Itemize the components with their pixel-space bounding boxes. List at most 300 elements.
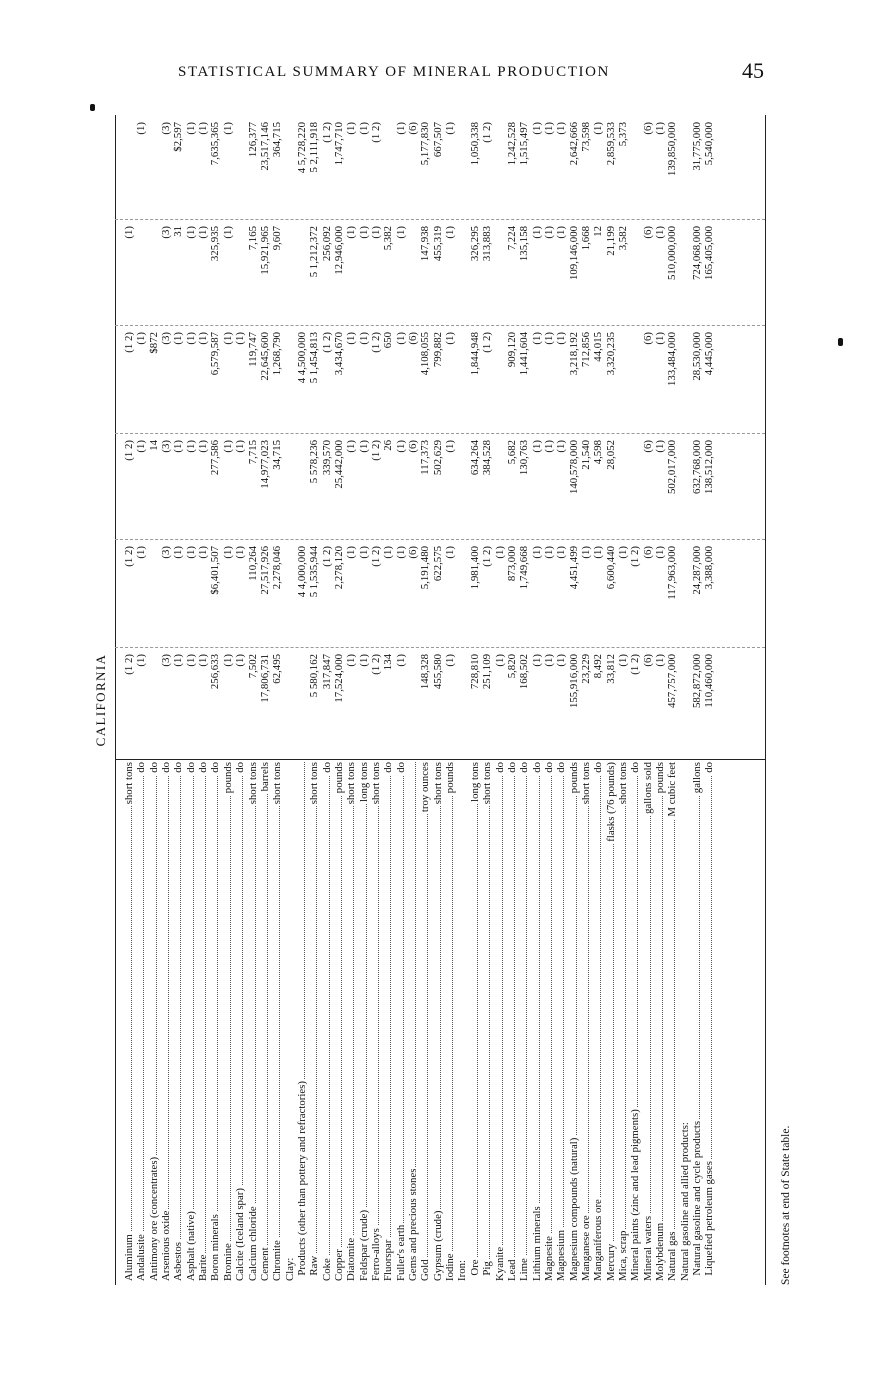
value-cell: 667,507 — [431, 122, 444, 158]
row-label — [691, 762, 703, 1281]
row-label-text: Pig — [481, 1261, 494, 1281]
row-label-text: Products (other than pottery and refractories) — [295, 1081, 308, 1281]
value-cell: 21,540 — [579, 440, 592, 470]
row-label-text: Fuller's earth — [394, 1224, 407, 1281]
row-label — [592, 762, 604, 1281]
row-label — [271, 762, 283, 1281]
value-cell: (1) — [184, 226, 197, 239]
value-cell: 325,935 — [209, 226, 222, 262]
row-label-text: Feldspar (crude) — [357, 1209, 370, 1281]
value-cell: (1 2) — [629, 654, 642, 675]
leader-dots — [427, 762, 428, 1281]
row-label — [358, 762, 370, 1281]
value-cell: (1) — [493, 654, 506, 667]
row-label — [642, 762, 654, 1281]
row-label-text: Lithium minerals — [530, 1206, 543, 1281]
value-cell: (1) — [579, 546, 592, 559]
value-cell: (1) — [394, 226, 407, 239]
row-label — [160, 762, 172, 1281]
value-cell: 6,579,587 — [209, 332, 222, 376]
value-cell: (1) — [357, 122, 370, 135]
leader-dots — [193, 762, 194, 1281]
row-unit: do — [629, 762, 642, 773]
value-cell: 256,633 — [209, 654, 222, 690]
row-label — [605, 762, 617, 1281]
row-unit: do — [555, 762, 568, 773]
row-label — [308, 762, 320, 1281]
value-cell: 364,715 — [271, 122, 284, 158]
leader-dots — [341, 762, 342, 1281]
running-title: STATISTICAL SUMMARY OF MINERAL PRODUCTION — [178, 64, 610, 80]
value-cell: 28,052 — [604, 440, 617, 470]
value-cell: 313,883 — [481, 226, 494, 262]
row-label-text: Asphalt (native) — [184, 1211, 197, 1281]
row-label — [703, 762, 715, 1281]
row-label-text: Manganese ore — [579, 1215, 592, 1281]
table-row — [543, 115, 555, 1285]
value-cell: 148,328 — [419, 654, 432, 690]
row-unit: do — [135, 762, 148, 773]
row-unit: do — [493, 762, 506, 773]
value-cell: (1) — [592, 546, 605, 559]
row-label-text: Mica, scrap — [617, 1230, 629, 1281]
value-cell: 2,278,120 — [332, 546, 345, 590]
value-cell: (1) — [172, 440, 185, 453]
value-cell: 7,502 — [246, 654, 259, 679]
value-cell: 25,442,000 — [332, 440, 345, 489]
leader-dots — [279, 762, 280, 1281]
value-cell: (1) — [654, 440, 667, 453]
value-cell: 1,844,948 — [468, 332, 481, 376]
table-row — [271, 115, 283, 1285]
value-cell: 33,812 — [604, 654, 617, 684]
table-row — [494, 115, 506, 1285]
value-cell: (1) — [542, 440, 555, 453]
row-label-text: Aluminum — [123, 1234, 135, 1281]
value-cell: 7,635,365 — [209, 122, 222, 166]
value-cell: 455,319 — [431, 226, 444, 262]
row-label — [629, 762, 641, 1281]
row-label — [172, 762, 184, 1281]
value-cell: (1) — [345, 440, 358, 453]
leader-dots — [650, 762, 651, 1281]
state-title: CALIFORNIA — [93, 653, 108, 747]
value-cell: (1) — [234, 332, 247, 345]
value-cell: 3,320,235 — [604, 332, 617, 376]
row-label-text: Lime — [518, 1258, 531, 1281]
row-unit: do — [703, 762, 716, 773]
value-cell: 17,524,000 — [332, 654, 345, 703]
value-cell: (1 2) — [123, 654, 135, 675]
row-label — [555, 762, 567, 1281]
value-cell: (1 2) — [370, 332, 382, 353]
value-cell: (1) — [394, 440, 407, 453]
value-cell: (1) — [654, 122, 667, 135]
row-label-text: Andalusite — [135, 1234, 148, 1281]
row-label — [247, 762, 259, 1281]
value-cell: 3,434,670 — [332, 332, 345, 376]
row-unit: short tons — [370, 762, 382, 805]
row-unit: do — [592, 762, 605, 773]
row-label-text: Natural gasoline and allied products: — [678, 1122, 691, 1281]
value-cell: (1) — [542, 332, 555, 345]
value-cell: (1 2) — [370, 654, 382, 675]
row-label-text: Ferro-alloys — [370, 1228, 382, 1281]
value-cell: 12,946,000 — [332, 226, 345, 275]
table-row — [321, 115, 333, 1285]
row-label-text: Bromine — [221, 1243, 234, 1281]
leader-dots — [329, 762, 330, 1281]
table-row — [370, 115, 382, 1285]
value-cell: (3) — [160, 332, 173, 345]
value-cell: (1) — [357, 654, 370, 667]
value-cell: (1) — [530, 122, 543, 135]
row-label — [345, 762, 357, 1281]
table-row — [605, 115, 617, 1285]
value-cell: 582,872,000 — [691, 654, 704, 708]
row-label — [284, 762, 296, 1281]
value-cell: 5,820 — [505, 654, 518, 679]
value-cell: 110,460,000 — [703, 654, 716, 708]
value-cell: 3,582 — [617, 226, 629, 251]
value-cell: (1) — [555, 122, 568, 135]
row-label-text: Gypsum (crude) — [431, 1210, 444, 1281]
value-cell: 7,715 — [246, 440, 259, 465]
row-label-text: Fluorspar — [382, 1239, 395, 1281]
value-cell: (1) — [135, 654, 148, 667]
row-label — [185, 762, 197, 1281]
value-cell: 1,515,497 — [518, 122, 531, 166]
table-row — [148, 115, 160, 1285]
row-unit: do — [160, 762, 173, 773]
value-cell: 5,373 — [617, 122, 629, 147]
value-cell: 4,445,000 — [703, 332, 716, 376]
row-unit: short tons — [617, 762, 629, 805]
value-cell: 4 4,500,000 — [295, 332, 308, 384]
value-cell: (6) — [407, 440, 420, 453]
table-row — [185, 115, 197, 1285]
value-cell: 31 — [172, 226, 185, 237]
value-cell: 168,502 — [518, 654, 531, 690]
row-unit: pounds — [567, 762, 580, 794]
value-cell: (1) — [135, 546, 148, 559]
table-row — [691, 115, 703, 1285]
row-label-text: Gems and precious stones — [407, 1168, 420, 1281]
row-label — [419, 762, 431, 1281]
row-unit: troy ounces — [419, 762, 432, 813]
value-cell: (1) — [530, 654, 543, 667]
value-cell: 1,749,668 — [518, 546, 531, 590]
value-cell: (3) — [160, 122, 173, 135]
row-unit: pounds — [654, 762, 667, 794]
value-cell: 1,268,790 — [271, 332, 284, 376]
value-cell: (1) — [357, 440, 370, 453]
row-unit: do — [197, 762, 210, 773]
ink-spot — [90, 104, 95, 111]
value-cell: (1) — [123, 226, 135, 239]
value-cell: 147,938 — [419, 226, 432, 262]
value-cell: (1) — [345, 122, 358, 135]
table-row — [518, 115, 530, 1285]
value-cell: 34,715 — [271, 440, 284, 470]
value-cell: 502,629 — [431, 440, 444, 476]
row-unit: gallons sold — [641, 762, 654, 814]
value-cell: 8,492 — [592, 654, 605, 679]
value-cell: 1,050,338 — [468, 122, 481, 166]
value-cell: (6) — [641, 332, 654, 345]
value-cell: 5,191,480 — [419, 546, 432, 590]
value-cell: 31,775,000 — [691, 122, 704, 171]
table-row — [629, 115, 641, 1285]
table-row — [679, 115, 691, 1285]
value-cell: 21,199 — [604, 226, 617, 256]
value-cell: 632,768,000 — [691, 440, 704, 494]
table-row — [555, 115, 567, 1285]
row-unit: do — [542, 762, 555, 773]
value-cell: 165,405,000 — [703, 226, 716, 280]
value-cell: (1) — [197, 440, 210, 453]
value-cell: (6) — [641, 654, 654, 667]
value-cell: (1) — [135, 332, 148, 345]
value-cell: (1) — [197, 122, 210, 135]
value-cell: 3,218,192 — [567, 332, 580, 376]
value-cell: (1) — [234, 546, 247, 559]
value-cell: (1) — [221, 122, 234, 135]
row-unit: barrels — [258, 762, 271, 792]
value-cell: (1) — [555, 440, 568, 453]
value-cell: 873,000 — [505, 546, 518, 582]
value-cell: $2,597 — [172, 122, 185, 152]
leader-dots — [390, 762, 391, 1281]
value-cell: 24,287,000 — [691, 546, 704, 595]
value-cell: (1) — [555, 546, 568, 559]
value-cell: 110,264 — [246, 546, 259, 581]
table-row — [222, 115, 234, 1285]
value-cell: 2,278,046 — [271, 546, 284, 590]
value-cell: (1) — [555, 654, 568, 667]
value-cell: (1) — [530, 332, 543, 345]
row-label-text: Barite — [197, 1254, 210, 1281]
leader-dots — [551, 762, 552, 1281]
row-label-text: Manganiferous ore — [592, 1199, 605, 1281]
value-cell: 27,517,926 — [258, 546, 271, 595]
value-cell: (1 2) — [629, 546, 642, 567]
row-label-text: Mineral waters — [641, 1215, 654, 1281]
row-unit: short tons — [308, 762, 321, 805]
row-unit: pounds — [332, 762, 345, 794]
production-table — [115, 115, 765, 1285]
value-cell: 138,512,000 — [703, 440, 716, 494]
row-unit: long tons — [357, 762, 370, 802]
row-unit: flasks (76 pounds) — [604, 762, 617, 842]
value-cell: 117,373 — [419, 440, 432, 475]
value-cell: 1,242,528 — [505, 122, 518, 166]
value-cell: 15,921,965 — [258, 226, 271, 275]
value-cell: (6) — [641, 226, 654, 239]
row-label-text: Chromite — [271, 1240, 284, 1281]
value-cell: 1,668 — [579, 226, 592, 251]
row-label — [148, 762, 160, 1281]
value-cell: 5,382 — [382, 226, 395, 251]
table-row — [642, 115, 654, 1285]
row-label-text: Calcium chloride — [246, 1206, 259, 1281]
leader-dots — [502, 762, 503, 1281]
value-cell: (1 2) — [320, 332, 333, 353]
value-cell: (6) — [641, 440, 654, 453]
table-row — [444, 115, 456, 1285]
row-label-text: Lead — [505, 1259, 518, 1281]
table-row — [395, 115, 407, 1285]
table-row — [234, 115, 246, 1285]
table-row — [172, 115, 184, 1285]
row-label-text: Cement — [258, 1247, 271, 1281]
value-cell: (1) — [345, 332, 358, 345]
value-cell: (1) — [394, 546, 407, 559]
table-row — [123, 115, 135, 1285]
value-cell: (1) — [357, 546, 370, 559]
value-cell: (1) — [592, 122, 605, 135]
value-cell: (1) — [197, 654, 210, 667]
table-row — [506, 115, 518, 1285]
value-cell: 1,441,604 — [518, 332, 531, 376]
row-label — [135, 762, 147, 1281]
row-label — [259, 762, 271, 1281]
row-label-text: Diatomite — [345, 1237, 358, 1281]
value-cell: 130,763 — [518, 440, 531, 476]
value-cell: 5 1,535,944 — [308, 546, 321, 598]
value-cell: 277,586 — [209, 440, 222, 476]
value-cell: 339,570 — [320, 440, 333, 476]
value-cell: (1) — [444, 654, 457, 667]
row-unit: do — [147, 762, 160, 773]
leader-dots — [217, 762, 218, 1281]
value-cell: 26 — [382, 440, 395, 451]
table-row — [592, 115, 604, 1285]
row-unit: short tons — [345, 762, 358, 805]
value-cell: (1) — [184, 654, 197, 667]
value-cell: (1) — [234, 440, 247, 453]
row-label — [456, 762, 468, 1281]
value-cell: 5,177,830 — [419, 122, 432, 166]
value-cell: 3,388,000 — [703, 546, 716, 590]
value-cell: 7,224 — [505, 226, 518, 251]
row-label-text: Clay: — [283, 1257, 296, 1281]
value-cell: 455,580 — [431, 654, 444, 690]
leader-dots — [353, 762, 354, 1281]
leader-dots — [230, 762, 231, 1281]
value-cell: (1) — [394, 332, 407, 345]
row-label-text: Raw — [308, 1255, 321, 1281]
table-top-rule — [115, 115, 116, 1285]
row-unit: short tons — [246, 762, 259, 805]
table-row — [654, 115, 666, 1285]
value-cell: (1) — [197, 546, 210, 559]
row-unit: do — [518, 762, 531, 773]
table-row — [135, 115, 147, 1285]
value-cell: (1 2) — [481, 332, 494, 353]
value-cell: 909,120 — [505, 332, 518, 368]
row-unit: do — [394, 762, 407, 773]
value-cell: 256,092 — [320, 226, 333, 262]
value-cell: 14 — [147, 440, 160, 451]
row-unit: gallons — [691, 762, 704, 794]
value-cell: (1) — [493, 546, 506, 559]
leader-dots — [674, 762, 675, 1281]
row-unit: do — [184, 762, 197, 773]
value-cell: (1) — [444, 546, 457, 559]
value-cell: 799,882 — [431, 332, 444, 368]
leader-dots — [625, 762, 626, 1281]
leader-dots — [662, 762, 663, 1281]
row-unit: short tons — [123, 762, 135, 805]
table-row — [481, 115, 493, 1285]
row-label-text: Molybdenum — [654, 1222, 667, 1281]
row-label — [209, 762, 221, 1281]
value-cell: (1) — [617, 654, 629, 667]
table-row — [531, 115, 543, 1285]
value-cell: 44,015 — [592, 332, 605, 362]
value-cell: 4,451,499 — [567, 546, 580, 590]
value-cell: 9,607 — [271, 226, 284, 251]
value-cell: 4,598 — [592, 440, 605, 465]
row-label — [444, 762, 456, 1281]
value-cell: 728,810 — [468, 654, 481, 690]
row-label-text: Iodine — [444, 1253, 457, 1281]
value-cell: (3) — [160, 440, 173, 453]
table-row — [308, 115, 320, 1285]
value-cell: (1) — [184, 546, 197, 559]
row-label — [234, 762, 246, 1281]
value-cell: 4 5,728,220 — [295, 122, 308, 174]
page-number: 45 — [742, 58, 764, 83]
value-cell: 22,645,600 — [258, 332, 271, 381]
row-label — [568, 762, 580, 1281]
value-cell: (1) — [654, 546, 667, 559]
value-cell: (3) — [160, 546, 173, 559]
row-label-text: Iron: — [456, 1260, 469, 1281]
value-cell: (1) — [555, 332, 568, 345]
value-cell: 23,229 — [579, 654, 592, 684]
value-cell: 622,575 — [431, 546, 444, 582]
row-unit: short tons — [271, 762, 284, 805]
value-cell: (1) — [221, 226, 234, 239]
value-cell: 4,108,055 — [419, 332, 432, 376]
leader-dots — [489, 762, 490, 1281]
value-cell: (1) — [542, 654, 555, 667]
value-cell: 12 — [592, 226, 605, 237]
leader-dots — [588, 762, 589, 1281]
value-cell: (1) — [135, 440, 148, 453]
row-label-text: Arsenious oxide — [160, 1210, 173, 1281]
leader-dots — [168, 762, 169, 1281]
value-cell: (1) — [345, 226, 358, 239]
value-cell: (1) — [654, 654, 667, 667]
leader-dots — [205, 762, 206, 1281]
value-cell: (1) — [542, 546, 555, 559]
row-label-text: Magnesium — [555, 1230, 568, 1281]
leader-dots — [267, 762, 268, 1281]
value-cell: 6,600,440 — [604, 546, 617, 590]
value-cell: (1 2) — [370, 440, 382, 461]
value-cell: (1) — [197, 332, 210, 345]
value-cell: 5 580,162 — [308, 654, 321, 698]
ink-spot-2 — [838, 338, 843, 346]
value-cell: $6,401,507 — [209, 546, 222, 595]
value-cell: (1) — [530, 226, 543, 239]
row-label-text: Ore — [468, 1259, 481, 1281]
table-row — [407, 115, 419, 1285]
value-cell: 724,068,000 — [691, 226, 704, 280]
